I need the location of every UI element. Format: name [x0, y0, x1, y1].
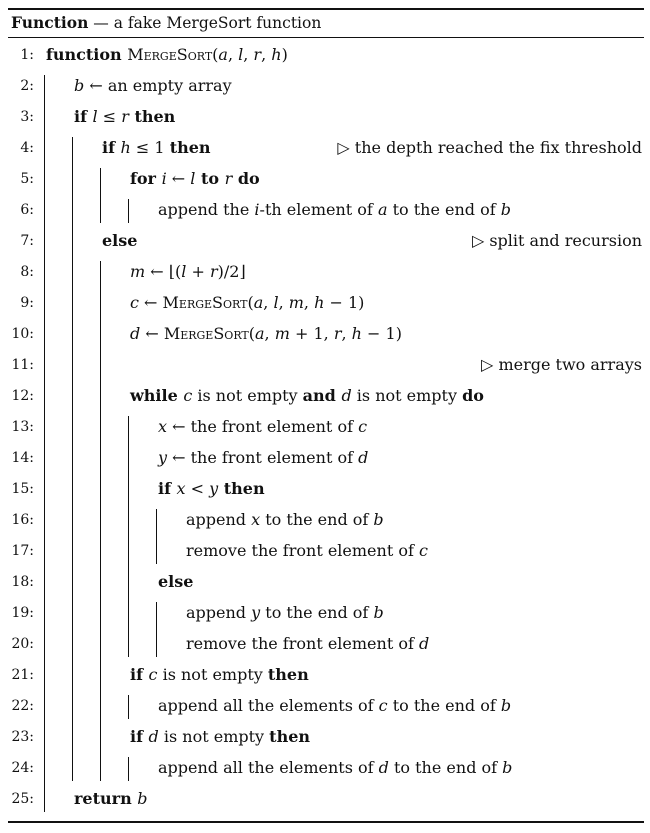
algorithm-line [8, 103, 644, 133]
code-text: to the end of [387, 200, 501, 219]
math-symbol: b [74, 76, 85, 95]
code-text: − 1) [361, 324, 402, 343]
math-symbol: b [502, 758, 513, 777]
code-text: ( [247, 293, 254, 312]
line-number: 17: [11, 543, 34, 559]
code-text: ← the front element of [167, 448, 359, 467]
code-text: ← [166, 169, 191, 188]
algorithm-line [8, 258, 644, 288]
line-comment: ▷ the depth reached the fix threshold [337, 138, 642, 157]
algorithm-line [8, 320, 644, 350]
keyword: if [74, 107, 93, 126]
math-symbol: b [373, 510, 384, 529]
math-symbol: i [254, 200, 260, 219]
block-scope-bar [128, 199, 129, 223]
line-number: 19: [11, 605, 34, 621]
block-scope-bar [72, 137, 73, 781]
code-text: is not empty [157, 665, 268, 684]
algorithm-line [8, 475, 644, 505]
math-symbol: c [130, 293, 139, 312]
code-text: to the end of [260, 510, 374, 529]
math-symbol: a [377, 200, 388, 219]
math-symbol: l [273, 293, 279, 312]
code-text: , [341, 324, 352, 343]
line-number: 22: [11, 698, 34, 714]
code-text: , [264, 324, 275, 343]
bottom-rule [8, 821, 644, 823]
math-symbol: l [238, 45, 244, 64]
algorithm-line [8, 754, 644, 784]
math-symbol: b [137, 789, 148, 808]
procedure-name: MergeSort [162, 293, 248, 312]
code-text: append the [158, 200, 255, 219]
math-symbol: d [418, 634, 430, 653]
math-symbol: r [224, 169, 233, 188]
math-symbol: h [351, 324, 362, 343]
line-number: 6: [20, 202, 34, 218]
line-code [186, 541, 428, 560]
keyword: and [302, 386, 342, 405]
code-text: , [303, 293, 315, 312]
line-number: 20: [11, 636, 34, 652]
algorithm-caption [11, 13, 321, 32]
algorithm-line [8, 227, 644, 257]
math-symbol: c [378, 696, 388, 715]
line-number: 7: [20, 233, 34, 249]
block-scope-bar [128, 416, 129, 657]
line-code [74, 107, 175, 126]
math-symbol: x [158, 417, 168, 436]
line-code [130, 293, 364, 312]
math-symbol: d [378, 758, 389, 777]
keyword: if [130, 727, 149, 746]
line-number: 3: [20, 109, 34, 125]
math-symbol: r [333, 324, 342, 343]
code-text: + [186, 262, 210, 281]
line-code [130, 665, 309, 684]
math-symbol: d [358, 448, 369, 467]
code-text: is not empty [158, 727, 270, 746]
keyword: for [130, 169, 162, 188]
block-scope-bar [156, 602, 157, 657]
caption-text: — a fake MergeSort function [88, 14, 322, 32]
line-number: 24: [11, 760, 34, 776]
algorithm-line [8, 599, 644, 629]
code-text: , [243, 45, 254, 64]
math-symbol: d [341, 386, 352, 405]
block-scope-bar [156, 509, 157, 564]
line-number: 25: [11, 791, 34, 807]
code-text: is not empty [192, 386, 303, 405]
algorithm-line [8, 41, 644, 71]
procedure-name: MergeSort [163, 324, 249, 343]
math-symbol: a [218, 45, 228, 64]
line-code [74, 789, 148, 808]
line-number: 13: [11, 419, 34, 435]
math-symbol: x [176, 479, 186, 498]
line-number: 15: [11, 481, 34, 497]
line-number: 1: [20, 47, 34, 63]
code-text: ≤ [97, 107, 122, 126]
math-symbol: m [288, 293, 304, 312]
line-code [186, 603, 384, 622]
math-symbol: h [271, 45, 282, 64]
code-text: remove the front element of [186, 541, 419, 560]
algorithm-line [8, 661, 644, 691]
algorithm-line [8, 165, 644, 195]
math-symbol: h [314, 293, 325, 312]
line-number: 8: [20, 264, 34, 280]
math-symbol: c [418, 541, 428, 560]
math-symbol: x [251, 510, 261, 529]
keyword: return [74, 789, 138, 808]
caption-rule [8, 37, 644, 38]
math-symbol: l [92, 107, 98, 126]
line-comment: ▷ split and recursion [471, 231, 642, 250]
line-number: 12: [11, 388, 34, 404]
algorithm-line [8, 444, 644, 474]
code-text: to the end of [387, 696, 501, 715]
code-text: − 1) [324, 293, 365, 312]
code-text: ≤ 1 [130, 138, 170, 157]
line-number: 21: [11, 667, 34, 683]
keyword: then [218, 479, 265, 498]
code-text: -th element of [259, 200, 378, 219]
algorithm-line [8, 134, 644, 164]
line-number: 10: [11, 326, 34, 342]
block-scope-bar [128, 757, 129, 781]
code-text: ← the front element of [167, 417, 359, 436]
line-number: 5: [20, 171, 34, 187]
line-number: 14: [11, 450, 34, 466]
math-symbol: y [209, 479, 219, 498]
top-rule [8, 8, 644, 10]
line-number: 23: [11, 729, 34, 745]
math-symbol: r [253, 45, 262, 64]
algorithm-line [8, 630, 644, 660]
algorithm-line [8, 537, 644, 567]
code-text: to the end of [260, 603, 374, 622]
keyword: do [232, 169, 260, 188]
code-text: append [186, 603, 252, 622]
keyword: to [195, 169, 225, 188]
math-symbol: c [148, 665, 158, 684]
keyword: then [169, 138, 211, 157]
code-text: append [186, 510, 252, 529]
line-code [130, 727, 310, 746]
algorithm-line [8, 568, 644, 598]
code-text: , [263, 293, 274, 312]
keyword: while [130, 386, 184, 405]
code-text: ) [281, 45, 288, 64]
code-text: < [185, 479, 210, 498]
math-symbol: b [500, 696, 512, 715]
code-text: )/2⌋ [217, 262, 246, 281]
math-symbol: l [190, 169, 196, 188]
keyword: if [102, 138, 121, 157]
line-number: 2: [20, 78, 34, 94]
code-text: ← ⌊( [145, 262, 182, 281]
line-code [186, 634, 429, 653]
math-symbol: h [120, 138, 131, 157]
keyword: else [102, 231, 138, 250]
line-number: 16: [11, 512, 34, 528]
math-symbol: c [358, 417, 368, 436]
line-code [130, 386, 484, 405]
block-scope-bar [100, 168, 101, 223]
algorithm-line [8, 692, 644, 722]
line-code [102, 231, 137, 250]
line-code [158, 572, 193, 591]
code-text: ( [248, 324, 255, 343]
code-text: ← an empty array [84, 76, 232, 95]
keyword: else [158, 572, 194, 591]
algorithm-line [8, 785, 644, 815]
math-symbol: i [161, 169, 167, 188]
code-text: append all the elements of [158, 758, 379, 777]
math-symbol: d [148, 727, 159, 746]
keyword: then [128, 107, 176, 126]
math-symbol: a [253, 293, 264, 312]
math-symbol: y [251, 603, 261, 622]
math-symbol: c [183, 386, 193, 405]
line-code [158, 758, 512, 777]
math-symbol: y [158, 448, 168, 467]
line-code [130, 324, 402, 343]
algorithm-line [8, 506, 644, 536]
line-code [46, 45, 288, 64]
math-symbol: b [500, 200, 511, 219]
line-code [130, 262, 246, 281]
block-scope-bar [128, 695, 129, 719]
line-code [158, 417, 367, 436]
line-comment: ▷ merge two arrays [481, 355, 642, 374]
code-text: ( [212, 45, 219, 64]
math-symbol: m [274, 324, 290, 343]
block-scope-bar [44, 75, 45, 812]
block-scope-bar [100, 261, 101, 781]
code-text: ← [140, 324, 164, 343]
algorithm-line [8, 382, 644, 412]
line-code [158, 200, 511, 219]
line-code [158, 448, 368, 467]
line-code [158, 479, 265, 498]
math-symbol: d [130, 324, 141, 343]
code-text: + 1, [289, 324, 334, 343]
line-number: 9: [20, 295, 34, 311]
algorithm-line [8, 723, 644, 753]
line-number: 18: [11, 574, 34, 590]
keyword: if [130, 665, 149, 684]
code-text: , [261, 45, 272, 64]
algorithm-line [8, 196, 644, 226]
code-text: to the end of [388, 758, 503, 777]
keyword: function [46, 45, 128, 64]
algorithm-line [8, 413, 644, 443]
code-text: , [227, 45, 239, 64]
line-code [186, 510, 384, 529]
code-text: append all the elements of [158, 696, 379, 715]
line-code [130, 169, 260, 188]
procedure-name: MergeSort [127, 45, 213, 64]
algorithm-line [8, 351, 644, 381]
math-symbol: l [181, 262, 187, 281]
line-number: 4: [20, 140, 34, 156]
code-text: is not empty [351, 386, 463, 405]
keyword: do [462, 386, 484, 405]
line-code [158, 696, 511, 715]
math-symbol: b [373, 603, 384, 622]
math-symbol: a [255, 324, 265, 343]
code-text: , [278, 293, 289, 312]
caption-label: Function [11, 13, 89, 32]
line-code [102, 138, 211, 157]
line-number: 11: [11, 357, 34, 373]
code-text: remove the front element of [186, 634, 419, 653]
math-symbol: r [209, 262, 218, 281]
keyword: then [269, 727, 311, 746]
line-code [74, 76, 232, 95]
algorithm-line [8, 289, 644, 319]
keyword: if [158, 479, 177, 498]
code-text: ← [138, 293, 163, 312]
algorithm-line [8, 72, 644, 102]
math-symbol: r [121, 107, 129, 126]
keyword: then [267, 665, 309, 684]
math-symbol: m [130, 262, 146, 281]
